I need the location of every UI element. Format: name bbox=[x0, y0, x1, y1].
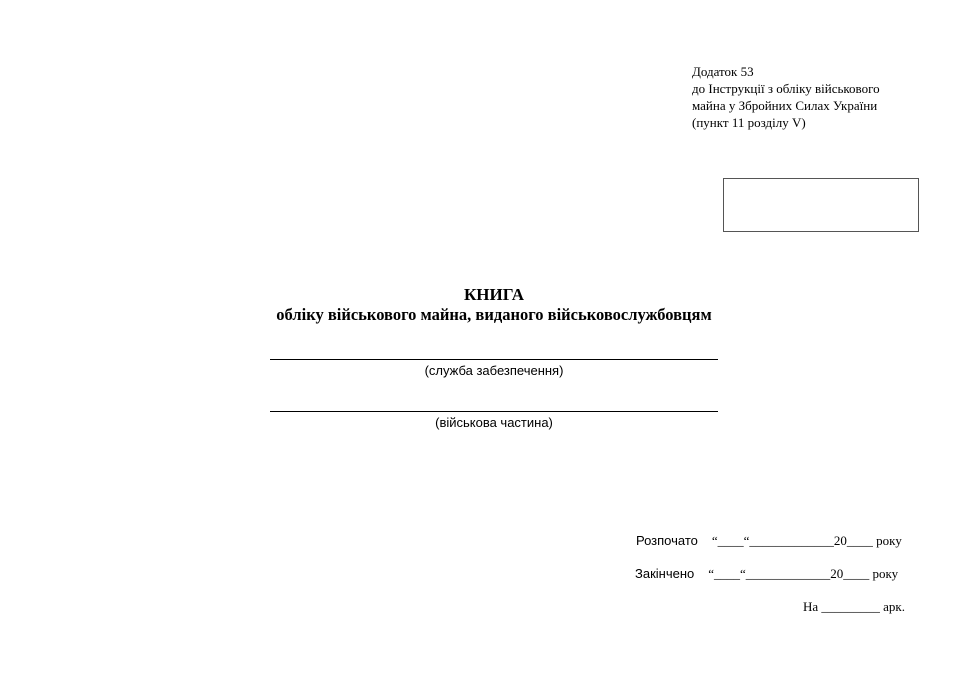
finished-date-value: “____“_____________20____ року bbox=[708, 566, 899, 581]
document-subtitle: обліку військового майна, виданого військовослужбовцям bbox=[276, 305, 712, 324]
appendix-line-2: до Інструкції з обліку військового bbox=[692, 81, 880, 96]
service-field-caption: (служба забезпечення) bbox=[424, 363, 564, 378]
unit-field-caption: (військова частина) bbox=[435, 415, 553, 430]
started-date-row bbox=[636, 533, 902, 549]
unit-field bbox=[270, 411, 718, 431]
service-field-line bbox=[270, 359, 718, 360]
sheets-count-row: На _________ арк. bbox=[803, 599, 905, 614]
appendix-note bbox=[692, 63, 880, 131]
appendix-line-1: Додаток 53 bbox=[692, 64, 754, 79]
registration-box bbox=[723, 178, 919, 232]
appendix-line-4: (пункт 11 розділу V) bbox=[692, 115, 806, 130]
document-title-block bbox=[0, 285, 970, 325]
appendix-line-3: майна у Збройних Силах України bbox=[692, 98, 878, 113]
service-field bbox=[270, 359, 718, 379]
finished-label: Закінчено bbox=[635, 566, 695, 581]
started-label: Розпочато bbox=[636, 533, 698, 548]
unit-field-line bbox=[270, 411, 718, 412]
started-date-value: “____“_____________20____ року bbox=[711, 533, 902, 548]
finished-date-row bbox=[635, 566, 898, 582]
document-title: КНИГА bbox=[463, 285, 524, 304]
